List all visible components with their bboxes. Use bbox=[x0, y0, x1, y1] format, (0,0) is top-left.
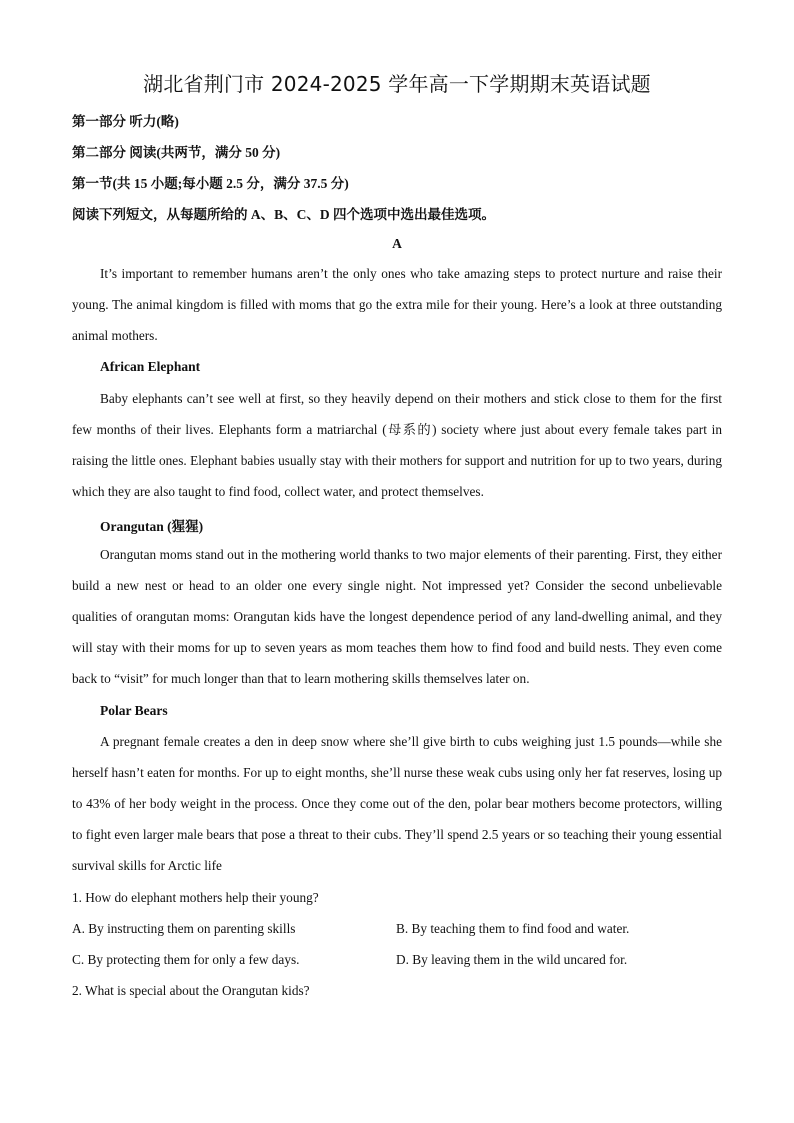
section-text-polar-bears: A pregnant female creates a den in deep snow where she’ll give birth to cubs weighing just 1.5 pounds—while she herself hasn’t eaten for months. For up to eight months, she’ll nurse these weak cubs using only her fat reserves, losing up to 43% of her body weight in the process. Once they come out of the den, polar bear mothers become protectors, willing to fight even larger male bears that pose a threat to their cubs. They’ll spend 2.5 years or so teaching their young essential survival skills for Arctic life bbox=[72, 734, 722, 873]
passage-letter: A bbox=[392, 236, 402, 251]
question-1-option-c: C. By protecting them for only a few days. bbox=[72, 952, 300, 967]
part1-header: 第一部分 听力(略) bbox=[72, 114, 179, 129]
question-2: 2. What is special about the Orangutan kids? bbox=[72, 983, 310, 998]
section-heading-orangutan: Orangutan (猩猩) bbox=[100, 519, 204, 534]
question-1-option-a: A. By instructing them on parenting skills bbox=[72, 921, 296, 936]
question-1-option-b: B. By teaching them to find food and water. bbox=[396, 921, 630, 936]
question-1: 1. How do elephant mothers help their young? bbox=[72, 890, 319, 905]
passage-intro: It’s important to remember humans aren’t the only ones who take amazing steps to protect nurture and raise their young. The animal kingdom is filled with moms that go the extra mile for their young. Here’s a look at three outstanding animal mothers. bbox=[72, 266, 722, 343]
section-heading-elephant: African Elephant bbox=[100, 359, 201, 374]
section-heading-polar-bears: Polar Bears bbox=[100, 703, 168, 718]
part2-header: 第二部分 阅读(共两节，满分 50 分) bbox=[72, 145, 281, 160]
section-text-elephant: Baby elephants can’t see well at first, so they heavily depend on their mothers and stick close to them for the first few months of their lives. Elephants form a matriarchal (母系的) society where just about every female takes part in raising the little ones. Elephant babies usually stay with their mothers for support and nutrition for up to two years, during which they are also taught to find food, collect water, and protect themselves. bbox=[72, 391, 722, 499]
section1-header: 第一节(共 15 小题;每小题 2.5 分，满分 37.5 分) bbox=[72, 176, 349, 191]
question-1-option-d: D. By leaving them in the wild uncared for. bbox=[396, 952, 628, 967]
instruction-text: 阅读下列短文，从每题所给的 A、B、C、D 四个选项中选出最佳选项。 bbox=[72, 207, 496, 222]
page-title: 湖北省荆门市 2024-2025 学年高一下学期期末英语试题 bbox=[143, 72, 651, 96]
section-text-orangutan: Orangutan moms stand out in the mothering world thanks to two major elements of their parenting. First, they either build a new nest or head to an older one every single night. Not impressed yet? Consider the second unbelievable qualities of orangutan moms: Orangutan kids have the longest dependence period of any land-dwelling animal, and they will stay with their moms for up to seven years as mom teaches them how to find food and build nests. They even come back to “visit” for much longer than that to learn mothering skills themselves later on. bbox=[72, 547, 722, 686]
